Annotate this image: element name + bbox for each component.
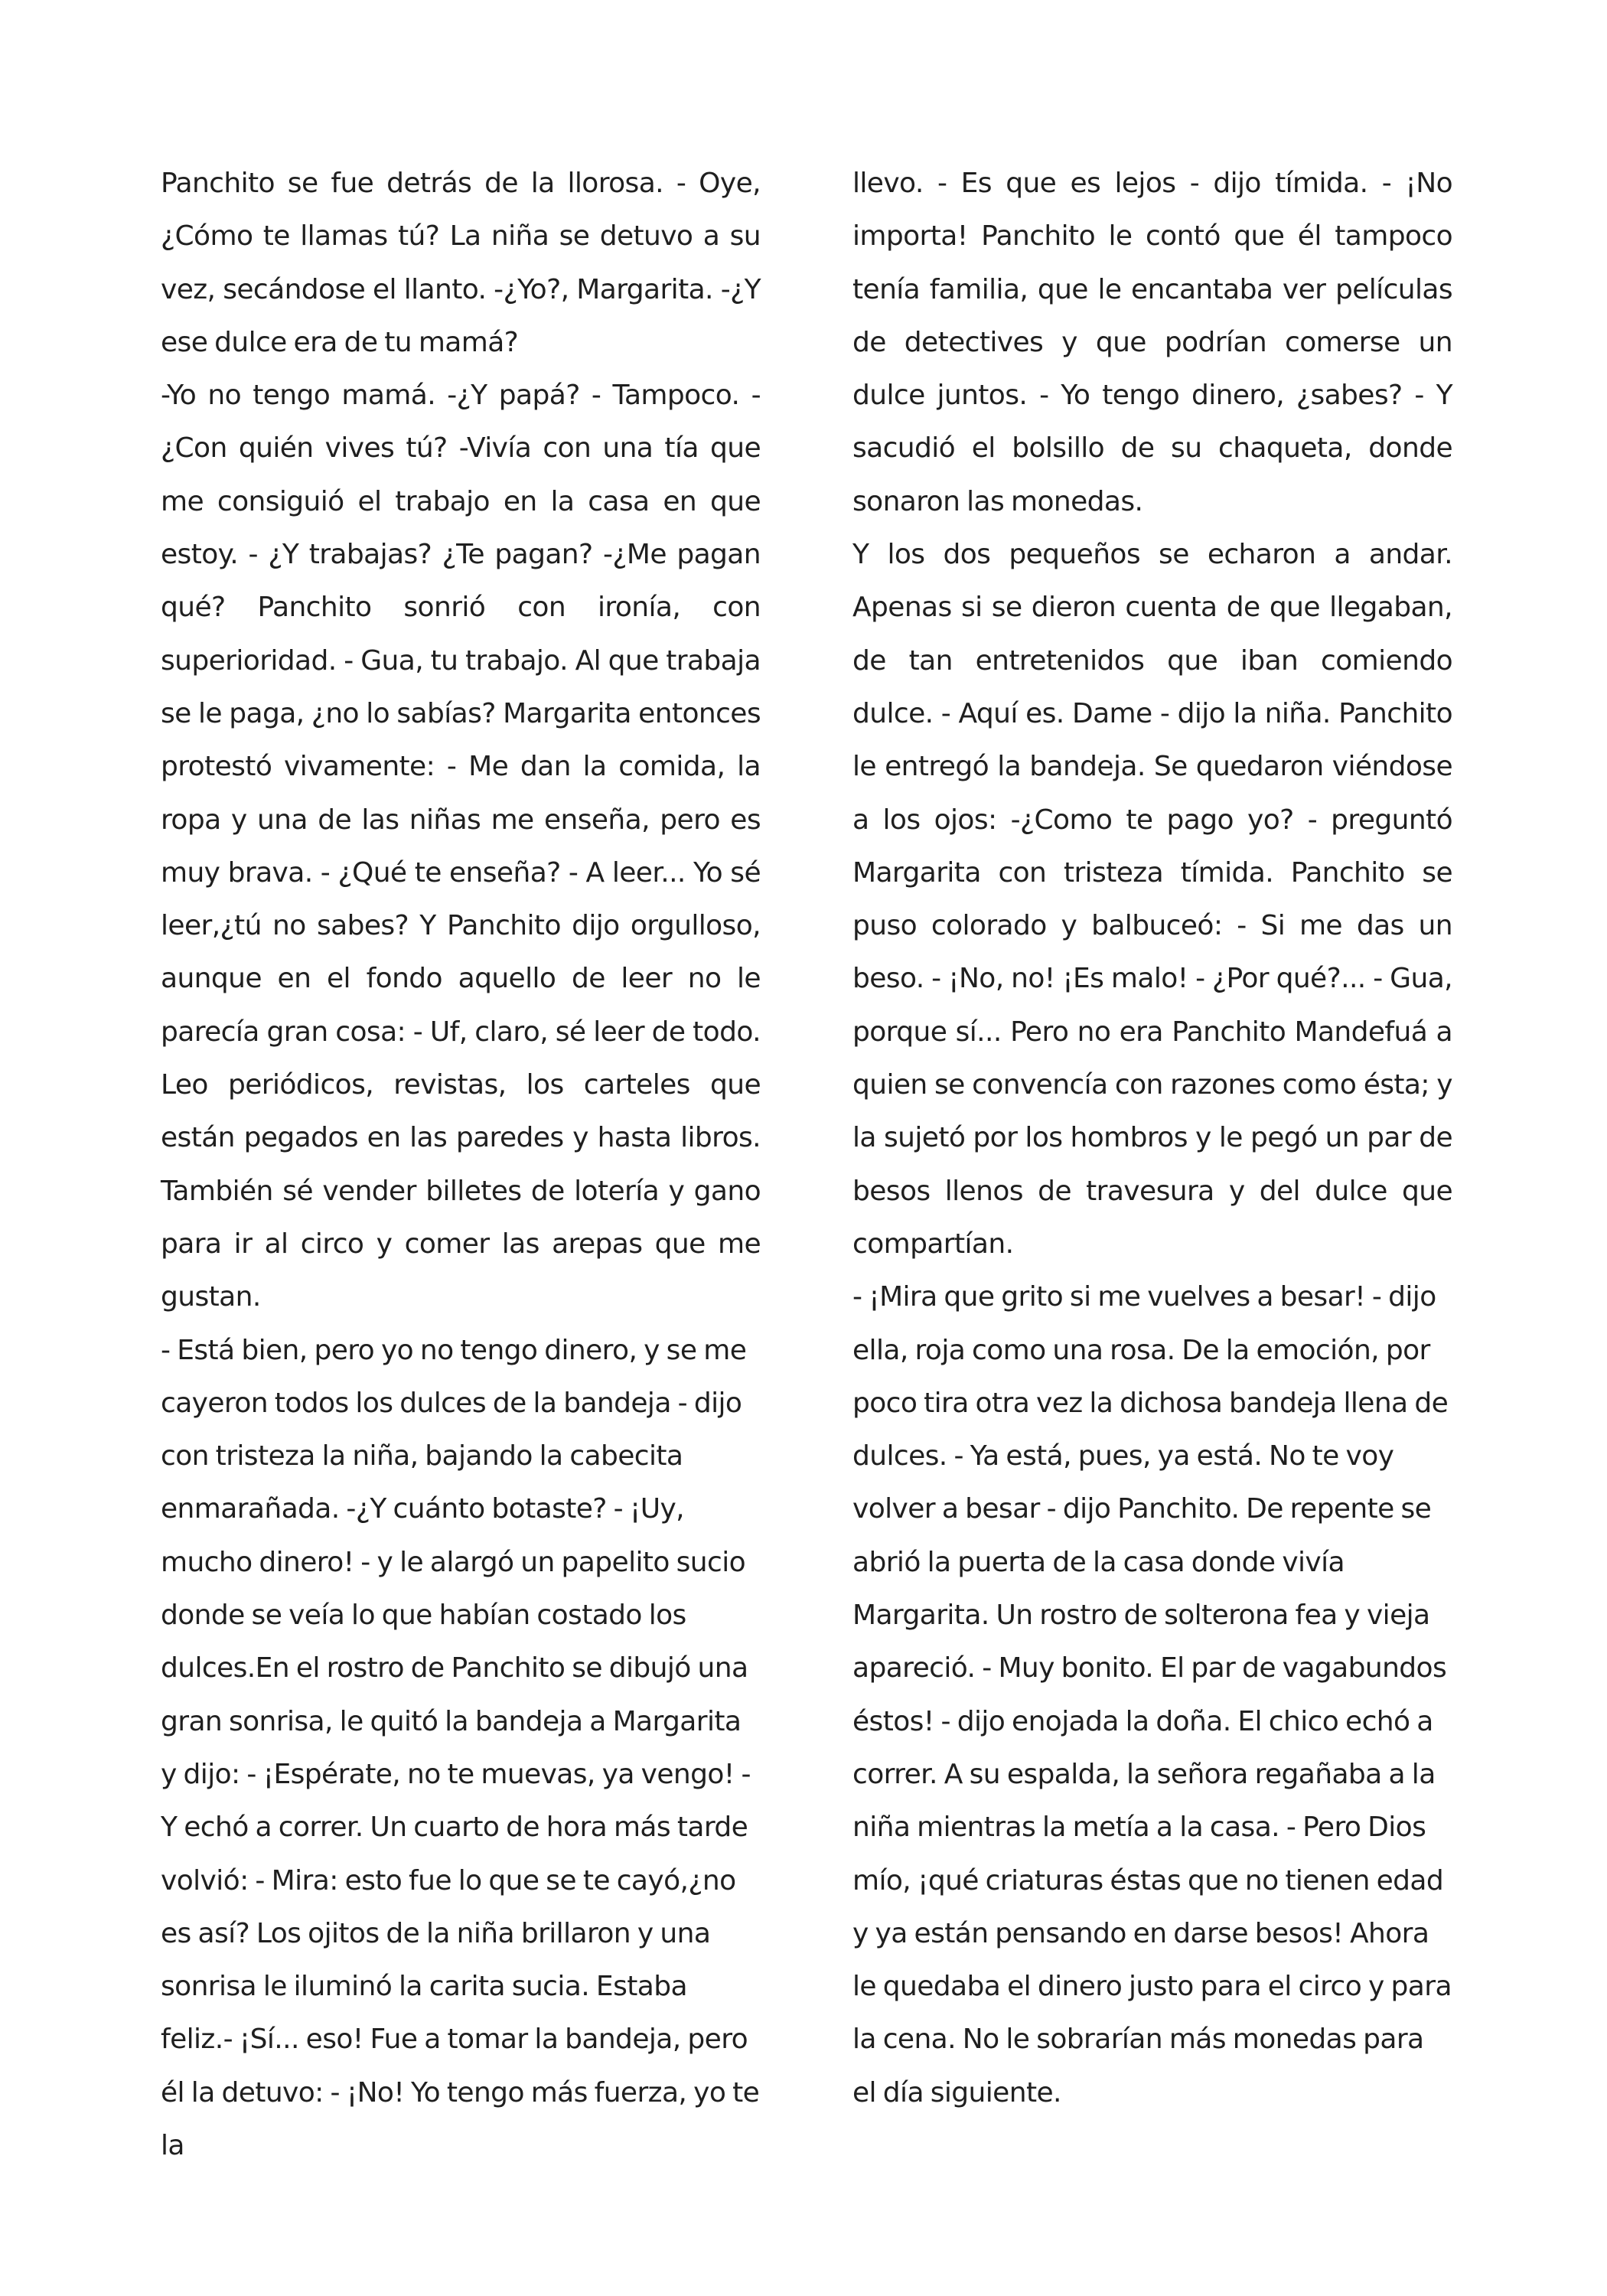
left-text-column (161, 157, 761, 2172)
paragraph: Panchito se fue detrás de la llorosa. - Oye, ¿Cómo te llamas tú? La niña se detuvo a su vez, secándose el llanto. -¿Yo?, Margarita. -¿Y ese dulce era de tu mamá? (161, 168, 761, 358)
paragraph: - ¡Mira que grito si me vuelves a besar! - dijo ella, roja como una rosa. De la emoción, por poco tira otra vez la dichosa bandeja llena de dulces. - Ya está, pues, ya está. No te voy volver a besar - dijo Panchito. De repente se abrió la puerta de la casa donde vivía Margarita. Un rostro de solterona fea y vieja apareció. - Muy bonito. El par de vagabundos éstos! - dijo enojada la doña. El chico echó a correr. A su espalda, la señora regañaba a la niña mientras la metía a la casa. - Pero Dios mío, ¡qué criaturas éstas que no tienen edad y ya están pensando en darse besos! Ahora le quedaba el dinero justo para el circo y para la cena. No le sobrarían más monedas para el día siguiente. (852, 1281, 1452, 2108)
right-text-column (852, 157, 1452, 2119)
paragraph: Y los dos pequeños se echaron a andar. Apenas si se dieron cuenta de que llegaban, de tan entretenidos que iban comiendo dulce. - Aquí es. Dame - dijo la niña. Panchito le entregó la bandeja. Se quedaron viéndose a los ojos: -¿Como te pago yo? - preguntó Margarita con tristeza tímida. Panchito se puso colorado y balbuceó: - Si me das un beso. - ¡No, no! ¡Es malo! - ¿Por qué?... - Gua, porque sí... Pero no era Panchito Mandefuá a quien se convencía con razones como ésta; y la sujetó por los hombros y le pegó un par de besos llenos de travesura y del dulce que compartían. (852, 539, 1452, 1260)
paragraph: - Está bien, pero yo no tengo dinero, y se me cayeron todos los dulces de la bandeja - dijo con tristeza la niña, bajando la cabecita enmarañada. -¿Y cuánto botaste? - ¡Uy, mucho dinero! - y le alargó un papelito sucio donde se veía lo que habían costado los dulces.En el rostro de Panchito se dibujó una gran sonrisa, le quitó la bandeja a Margarita y dijo: - ¡Espérate, no te muevas, ya vengo! - Y echó a correr. Un cuarto de hora más tarde volvió: - Mira: esto fue lo que se te cayó,¿no es así? Los ojitos de la niña brillaron y una sonrisa le iluminó la carita sucia. Estaba feliz.- ¡Sí... eso! Fue a tomar la bandeja, pero él la detuvo: - ¡No! Yo tengo más fuerza, yo te la (161, 1334, 760, 2161)
paragraph: llevo. - Es que es lejos - dijo tímida. - ¡No importa! Panchito le contó que él tampoco tenía familia, que le encantaba ver películas de detectives y que podrían comerse un dulce juntos. - Yo tengo dinero, ¿sabes? - Y sacudió el bolsillo de su chaqueta, donde sonaron las monedas. (852, 168, 1452, 517)
paragraph: -Yo no tengo mamá. -¿Y papá? - Tampoco. - ¿Con quién vives tú? -Vivía con una tía que me consiguió el trabajo en la casa en que estoy. - ¿Y trabajas? ¿Te pagan? -¿Me pagan qué? Panchito sonrió con ironía, con superioridad. - Gua, tu trabajo. Al que trabaja se le paga, ¿no lo sabías? Margarita entonces protestó vivamente: - Me dan la comida, la ropa y una de las niñas me enseña, pero es muy brava. - ¿Qué te enseña? - A leer... Yo sé leer,¿tú no sabes? Y Panchito dijo orgulloso, aunque en el fondo aquello de leer no le parecía gran cosa: - Uf, claro, sé leer de todo. Leo periódicos, revistas, los carteles que están pegados en las paredes y hasta libros. También sé vender billetes de lotería y gano para ir al circo y comer las arepas que me gustan. (161, 380, 761, 1313)
